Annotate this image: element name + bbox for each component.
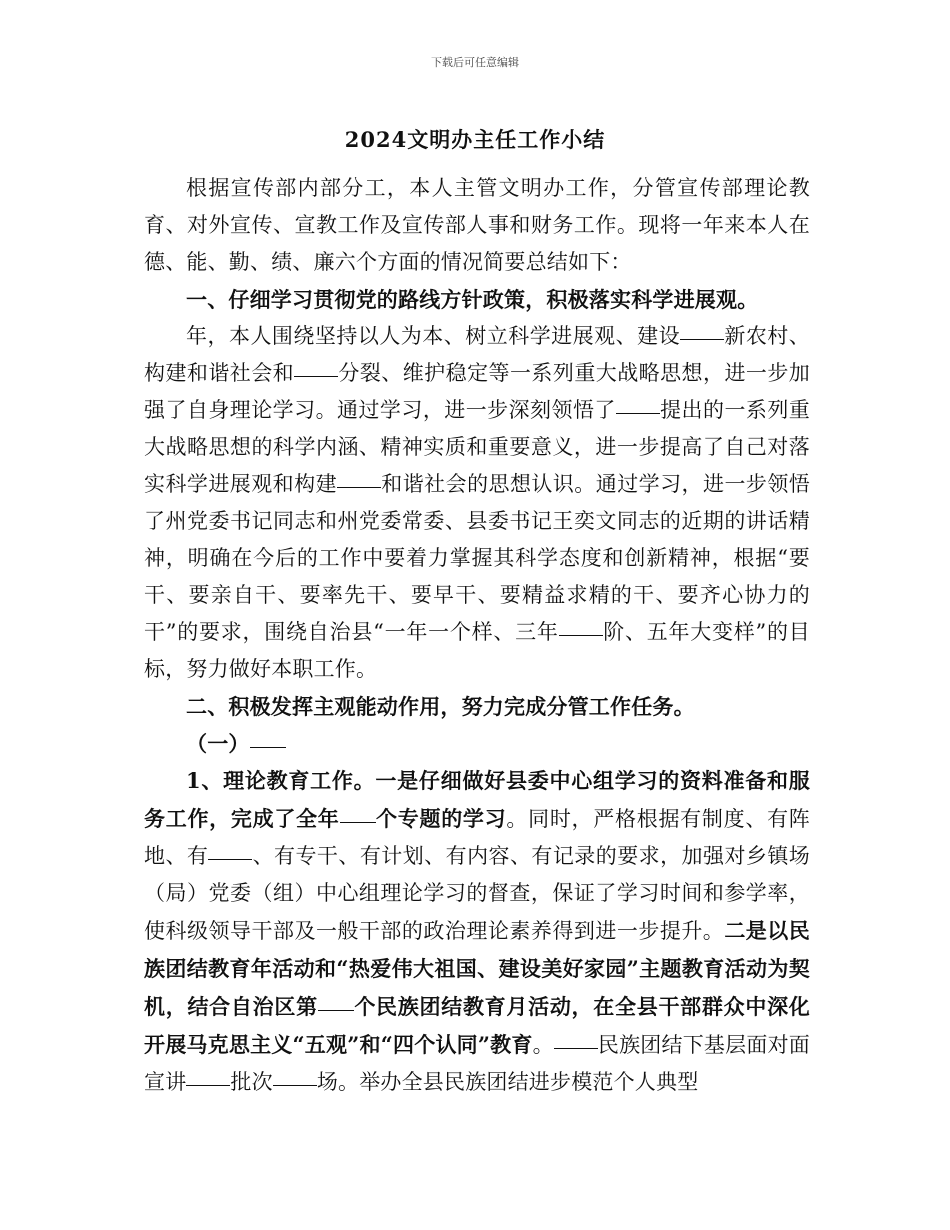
text-run: 新农村、构建和谐社会和 xyxy=(144,324,810,385)
blank-line xyxy=(294,355,338,377)
section-1-paragraph xyxy=(144,318,810,688)
blank-line xyxy=(208,838,252,860)
blank-line xyxy=(337,466,381,488)
document-body xyxy=(144,170,810,1101)
blank-line xyxy=(250,726,286,748)
blank-line xyxy=(186,1064,230,1086)
intro-paragraph: 根据宣传部内部分工，本人主管文明办工作，分管宣传部理论教育、对外宣传、宣教工作及宣传部人事和财务工作。现将一年来本人在德、能、勤、绩、廉六个方面的情况简要总结如下： xyxy=(144,176,810,274)
blank-line xyxy=(680,318,724,340)
blank-line xyxy=(559,614,603,636)
section-1-heading: 一、仔细学习贯彻党的路线方针政策，积极落实科学进展观。 xyxy=(186,287,759,312)
blank-line xyxy=(616,392,660,414)
text-run: 阶、五年大变样”的目标，努力做好本职工作。 xyxy=(144,620,810,681)
subheading-label: （一） xyxy=(186,731,250,756)
text-run: 提出的一系列重大战略思想的科学内涵、精神实质和重要意义，进一步提高了自己对落实科学进展观和构建 xyxy=(144,398,810,496)
text-run: 。 xyxy=(532,1033,554,1057)
section-2-heading: 二、积极发挥主观能动作用，努力完成分管工作任务。 xyxy=(186,694,695,719)
header-note: 下载后可任意编辑 xyxy=(431,56,519,69)
bold-run: 个专题的学习 xyxy=(375,806,507,831)
text-run: 场。举办全县民族团结进步模范个人典型 xyxy=(316,1070,699,1094)
item-1-paragraph xyxy=(144,762,810,1101)
blank-line xyxy=(318,989,354,1011)
text-run: 民族团结下基层面对面宣讲 xyxy=(144,1033,810,1094)
blank-line xyxy=(554,1027,598,1049)
blank-line xyxy=(340,801,376,823)
text-run: 。同时，严格根据有制度、有阵地、有 xyxy=(144,807,810,868)
text-run: 分裂、维护稳定等一系列重大战略思想，进一步加强了自身理论学习。通过学习，进一步深刻领悟了 xyxy=(144,361,810,422)
bold-run: 1、理论教育工作。一是仔细做好县委中心组学习的资料准备和服务工作，完成了全年 xyxy=(144,768,810,831)
blank-line xyxy=(273,1064,317,1086)
bold-run: 个民族团结教育月活动，在全县干部群众中深化开展马克思主义“五观”和“四个认同”教育 xyxy=(144,994,810,1057)
text-run: 批次 xyxy=(230,1070,273,1094)
document-title: 2024文明办主任工作小结 xyxy=(344,127,606,152)
text-run: 和谐社会的思想认识。通过学习，进一步领悟了州党委书记同志和州党委常委、县委书记王奕文同志的近期的讲话精神，明确在今后的工作中要着力掌握其科学态度和创新精神，根据“要干、要亲自干、要率先干、要早干、要精益求精的干、要齐心协力的干”的要求，围绕自治县“一年一个样、三年 xyxy=(144,472,810,644)
text-run: 、有专干、有计划、有内容、有记录的要求，加强对乡镇场（局）党委（组）中心组理论学习的督查，保证了学习时间和参学率，使科级领导干部及一般干部的政治理论素养得到进一步提升。 xyxy=(144,844,810,943)
section-2-subheading xyxy=(144,725,810,762)
bold-run: 二是以民族团结教育年活动和“热爱伟大祖国、建设美好家园”主题教育活动为契机，结合自治区第 xyxy=(144,918,810,1019)
text-run: 年，本人围绕坚持以人为本、树立科学进展观、建设 xyxy=(186,324,681,348)
